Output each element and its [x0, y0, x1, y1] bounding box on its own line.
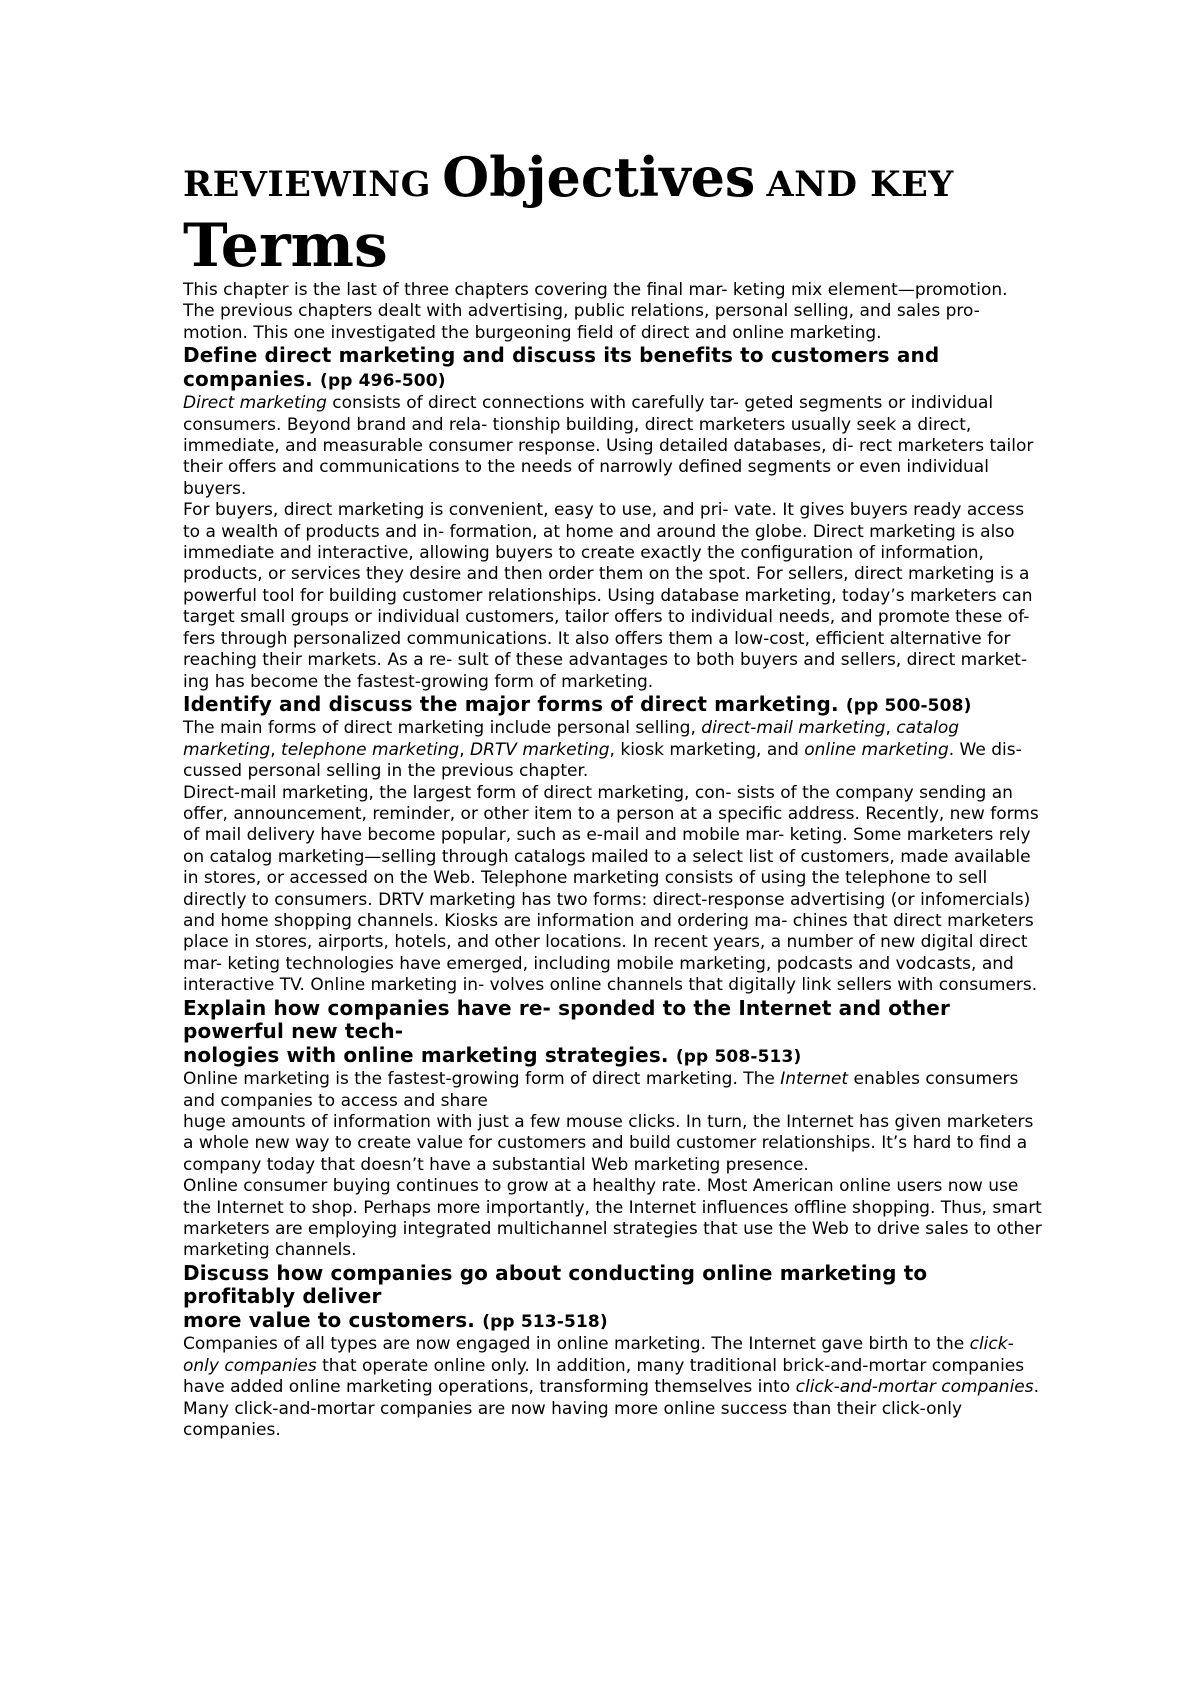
paragraph-text: Companies of all types are now engaged in online marketing. The Internet gave birth to the	[183, 1334, 970, 1355]
section-3-paragraph-1	[183, 1069, 1043, 1176]
key-term: telephone marketing	[281, 739, 460, 760]
key-term: click-only companies	[183, 1334, 1014, 1376]
paragraph-text: consists of direct connections with carefully tar- geted segments or individual consumers. Beyond brand and rela- tionship building, direct marketers usually seek a direct, immediate, and measurable consumer response. Using detailed databases, di- rect marketers tailor their offers and communications to the needs of narrowly defined segments or even individual buyers.	[183, 393, 1034, 499]
section-3-heading-line-2: nologies with online marketing strategies.	[183, 1042, 669, 1067]
key-term: DRTV marketing	[470, 739, 610, 760]
key-term: online marketing	[804, 739, 949, 760]
section-1-paragraph-1	[183, 393, 1043, 500]
section-3-pages: (pp 508-513)	[675, 1046, 802, 1067]
section-4-paragraph-1	[183, 1334, 1043, 1441]
paragraph-text: ,	[270, 739, 282, 760]
section-1-heading-text: Define direct marketing and discuss its benefits to customers and companies.	[183, 343, 940, 391]
paragraph-text: ,	[885, 718, 897, 739]
paragraph-text: Online marketing is the fastest-growing form of direct marketing. The	[183, 1069, 781, 1090]
section-1-heading	[183, 344, 1043, 393]
key-term: direct-mail marketing	[701, 718, 886, 739]
title-reviewing: REVIEWING	[183, 164, 432, 205]
intro-paragraph: This chapter is the last of three chapters covering the final mar- keting mix element—promotion. The previous chapters dealt with advertising, public relations, personal selling, and sales pro- motion. This one investigated the burgeoning field of direct and online marketing.	[183, 280, 1008, 343]
section-3-heading-line-1: Explain how companies have re- sponded to the Internet and other powerful new tech-	[183, 995, 950, 1044]
key-term: Internet	[780, 1069, 849, 1090]
section-2-paragraph-2: Direct-mail marketing, the largest form of direct marketing, con- sists of the company sending an offer, announcement, reminder, or other item to a person at a specific address. Recently, new forms of mail delivery have become popular, such as e-mail and mobile mar- keting. Some marketers rely on catalog marketing—selling through catalogs mailed to a select list of customers, made available in stores, or accessed on the Web. Telephone marketing consists of using the telephone to sell directly to consumers. DRTV marketing has two forms: direct-response advertising (or infomercials) and home shopping channels. Kiosks are information and ordering ma- chines that direct marketers place in stores, airports, hotels, and other locations. In recent years, a number of new digital direct mar- keting technologies have emerged, including mobile marketing, podcasts and vodcasts, and interactive TV. Online marketing in- volves online channels that digitally link sellers with consumers.	[183, 782, 1039, 996]
paragraph-text: huge amounts of information with just a few mouse clicks. In turn, the Internet has given marketers a whole new way to create value for customers and build customer relationships. It’s hard to find a company today that doesn’t have a substantial Web marketing presence.	[183, 1112, 1034, 1175]
paragraph-text: . We dis- cussed personal selling in the previous chapter.	[183, 739, 1022, 782]
section-4-pages: (pp 513-518)	[482, 1311, 608, 1332]
section-2-heading	[183, 693, 1043, 719]
section-4-heading	[183, 1262, 1043, 1335]
section-1-paragraph-2: For buyers, direct marketing is convenient, easy to use, and pri- vate. It gives buyers ready access to a wealth of products and in- formation, at home and around the globe. Direct marketing is also immediate and interactive, allowing buyers to create exactly the configuration of information, products, or services they desire and then order them on the spot. For sellers, direct marketing is a powerful tool for building customer relationships. Using database marketing, today’s marketers can target small groups or individual customers, tailor offers to individual needs, and promote these of- fers through personalized communications. It also offers them a low-cost, efficient alternative for reaching their markets. As a re- sult of these advantages to both buyers and sellers, direct market- ing has become the fastest-growing form of marketing.	[183, 500, 1033, 692]
title-objectives: Objectives	[442, 145, 756, 209]
section-2-pages: (pp 500-508)	[845, 695, 972, 716]
section-3-paragraph-2: Online consumer buying continues to grow at a healthy rate. Most American online users now use the Internet to shop. Perhaps more importantly, the Internet influences offline shopping. Thus, smart marketers are employing integrated multichannel strategies that use the Web to drive sales to other marketing channels.	[183, 1176, 1042, 1261]
title-and-key: AND KEY	[766, 164, 954, 205]
section-4-heading-line-1: Discuss how companies go about conducting online marketing to profitably deliver	[183, 1260, 928, 1309]
paragraph-text: enables consumers and companies to access and share	[183, 1069, 1019, 1111]
title-line-1	[183, 145, 1043, 209]
paragraph-text: ,	[459, 739, 470, 760]
key-term: click-and-mortar companies	[795, 1377, 1034, 1398]
key-term: Direct marketing	[183, 393, 327, 414]
document-title	[183, 145, 1043, 281]
section-1-pages: (pp 496-500)	[320, 370, 446, 391]
section-3-heading	[183, 997, 1043, 1070]
section-2-paragraph-1	[183, 718, 1043, 782]
paragraph-text: The main forms of direct marketing include personal selling,	[183, 718, 702, 739]
section-2-heading-text: Identify and discuss the major forms of direct marketing.	[183, 691, 839, 716]
section-4-heading-line-2: more value to customers.	[183, 1307, 476, 1332]
title-terms: Terms	[183, 211, 388, 281]
key-term: catalog marketing	[183, 718, 960, 760]
paragraph-text: , kiosk marketing, and	[609, 739, 805, 760]
paragraph-text: . Many click-and-mortar companies are now having more online success than their click-only companies.	[183, 1377, 1040, 1440]
document-page	[183, 145, 1043, 1441]
paragraph-text: that operate online only. In addition, many traditional brick-and-mortar companies have added online marketing operations, transforming themselves into	[183, 1355, 1025, 1398]
